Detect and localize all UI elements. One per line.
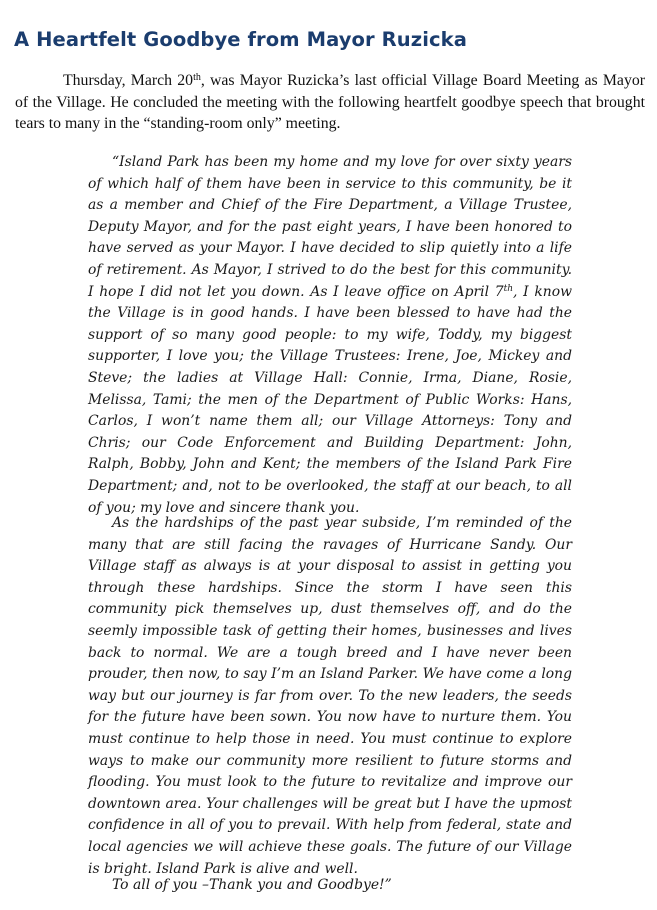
intro-ordinal-suffix: th	[193, 72, 201, 83]
speech-paragraph-2: As the hardships of the past year subside, I’m reminded of the many that are still facing the ravages of Hurricane Sandy. Our Village staff as always is at your disposal to assist in getting you through these hardships. Since the storm I have seen this community pick themselves up, dust themselves off, and do the seemly impossible task of getting their homes, businesses and lives back to normal. We are a tough breed and I have never been prouder, then now, to say I’m an Island Parker. We have come a long way but our journey is far from over. To the new leaders, the seeds for the future have been sown. You now have to nurture them. You must continue to help those in need. You must continue to explore ways to make our community more resilient to future storms and flooding. You must look to the future to revitalize and improve our downtown area. Your challenges will be great but I have the upmost confidence in all of you to prevail. With help from federal, state and local agencies we will achieve these goals. The future of our Village is bright. Island Park is alive and well.	[88, 515, 572, 877]
speech-1-text-a: “Island Park has been my home and my love for over sixty years of which half of them have been in service to this community, be it as a member and Chief of the Fire Department, a Village Trustee, Deputy Mayor, and for the past eight years, I have been honored to have served as your Mayor. I have decided to slip quietly into a life of retirement. As Mayor, I strived to do the best for this community. I hope I did not let you down. As I leave office on April 7	[88, 154, 572, 300]
article-title: A Heartfelt Goodbye from Mayor Ruzicka	[14, 28, 467, 51]
intro-paragraph	[15, 70, 645, 135]
speech-1-ordinal-suffix: th	[503, 283, 514, 294]
speech-1-text-b: , I know the Village is in good hands. I have been blessed to have had the support of so many good people: to my wife, Toddy, my biggest supporter, I love you; the Village Trustees: Irene, Joe, Mickey and Steve; the ladies at Village Hall: Connie, Irma, Diane, Rosie, Melissa, Tami; the men of the Department of Public Works: Hans, Carlos, I won’t name them all; our Village Attorneys: Tony and Chris; our Code Enforcement and Building Department: John, Ralph, Bobby, John and Kent; the members of the Island Park Fire Department; and, not to be overlooked, the staff at our beach, to all of you; my love and sincere thank you.	[88, 283, 572, 516]
intro-text-a: Thursday, March 20	[63, 72, 194, 89]
intro-text-b: , was Mayor Ruzicka’s last official Village Board Meeting as Mayor of the Village. He concluded the meeting with the following heartfelt goodbye speech that brought tears to many in the “standing-room only” meeting.	[15, 72, 645, 133]
speech-paragraph-1	[88, 152, 572, 519]
speech-closing-line: To all of you –Thank you and Goodbye!”	[112, 877, 392, 893]
